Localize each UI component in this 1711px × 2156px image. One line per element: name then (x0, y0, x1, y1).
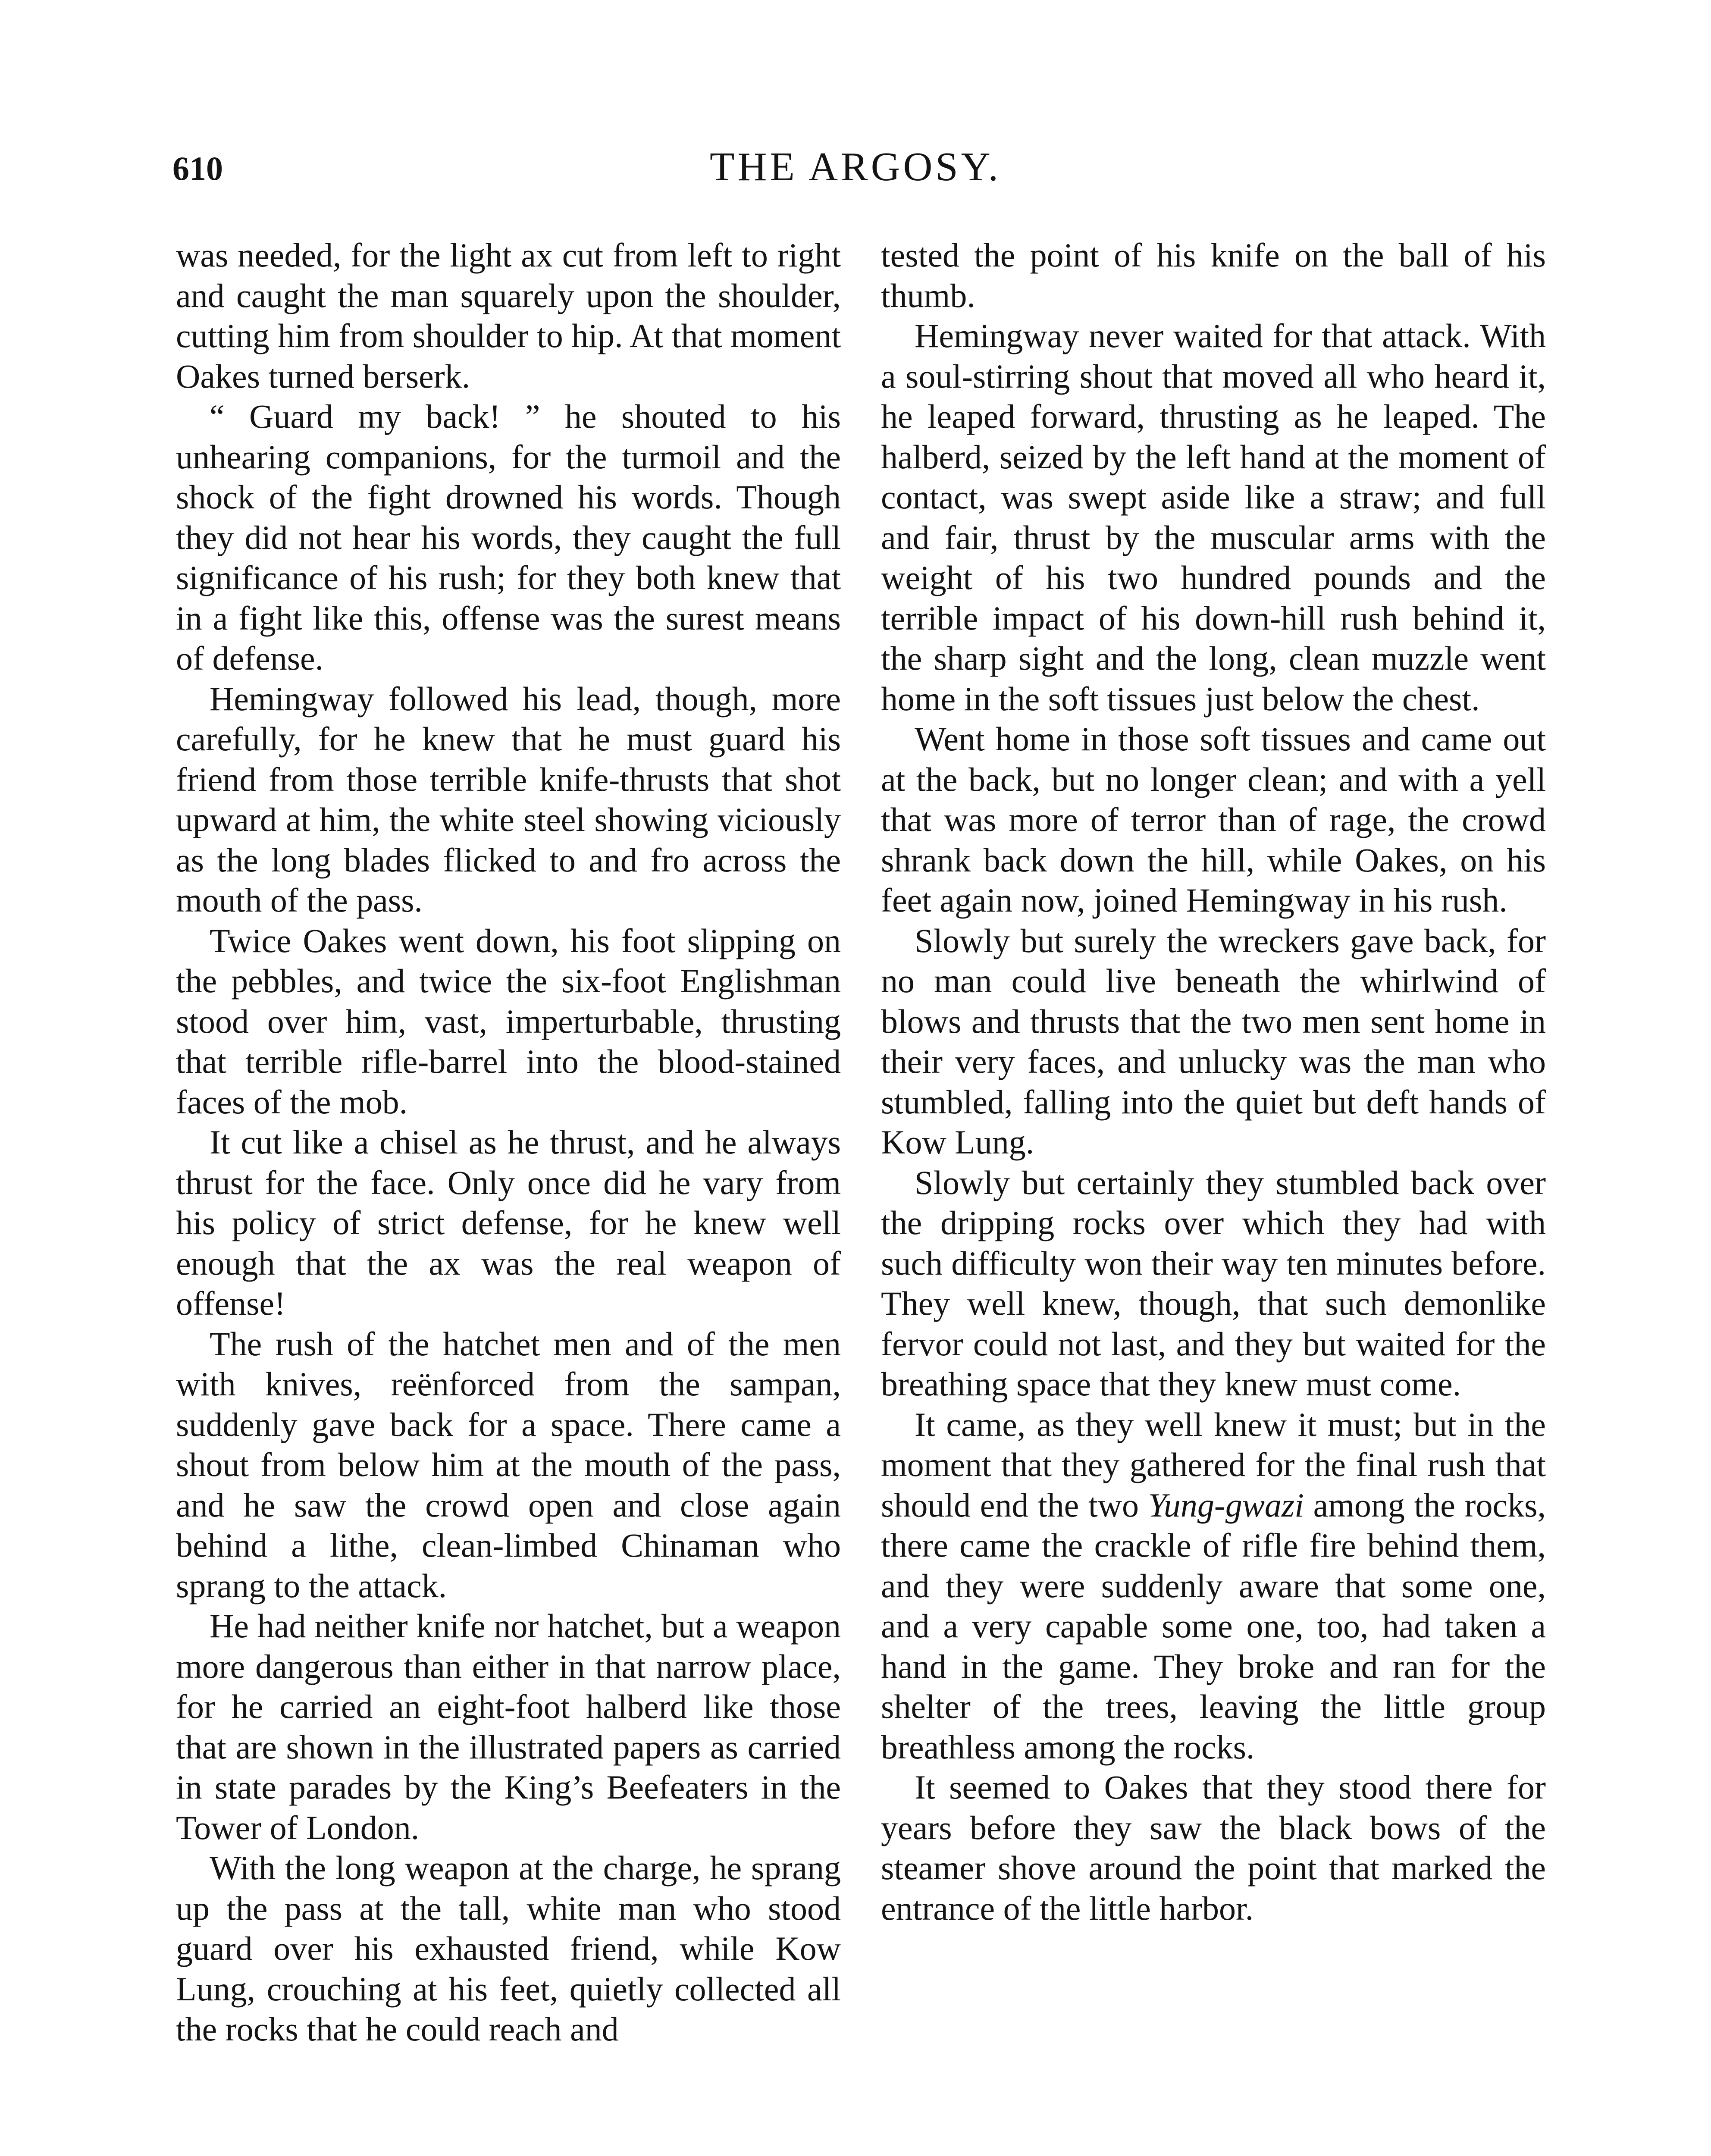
right-column (881, 235, 1546, 1928)
paragraph: Slowly but surely the wreckers gave back, for no man could live beneath the whirlwind of blows and thrusts that the two men sent home in their very faces, and unlucky was the man who stumbled, falling into the quiet but deft hands of Kow Lung. (881, 921, 1546, 1161)
running-head: THE ARGOSY. (710, 144, 1001, 189)
paragraph: He had neither knife nor hatchet, but a weapon more dangerous than either in that narrow place, for he carried an eight-foot halberd like those that are shown in the illustrated papers as carried in state parades by the King’s Beefeaters in the Tower of London. (176, 1607, 841, 1846)
paragraph: Twice Oakes went down, his foot slipping on the pebbles, and twice the six-foot Englishman stood over him, vast, imperturbable, thrusting that terrible rifle-barrel into the blood-stained faces of the mob. (176, 921, 841, 1121)
paragraph: was needed, for the light ax cut from left to right and caught the man squarely upon the shoulder, cutting him from shoulder to hip. At that moment Oakes turned berserk. (176, 236, 841, 395)
paragraph: It cut like a chisel as he thrust, and he always thrust for the face. Only once did he vary from his policy of strict defense, for he knew well enough that the ax was the real weapon of offense! (176, 1123, 841, 1322)
paragraph: tested the point of his knife on the ball of his thumb. (881, 236, 1546, 314)
paragraph: Hemingway followed his lead, though, more carefully, for he knew that he must guard his friend from those terrible knife-thrusts that shot upward at him, the white steel showing viciously as the long blades flicked to and fro across the mouth of the pass. (176, 680, 841, 919)
left-column (176, 235, 841, 2049)
paragraph: Went home in those soft tissues and came out at the back, but no longer clean; and with a yell that was more of terror than of rage, the crowd shrank back down the hill, while Oakes, on his feet again now, joined Hemingway in his rush. (881, 720, 1546, 919)
paragraph: With the long weapon at the charge, he sprang up the pass at the tall, white man who stood guard over his exhausted friend, while Kow Lung, crouching at his feet, quietly collected all the rocks that he could reach and (176, 1849, 841, 2048)
italic-term: Yung-gwazi (1148, 1486, 1304, 1524)
paragraph-text: It came, as they well knew it must; but in the moment that they gathered for the final rush that should end the two (881, 1405, 1546, 1524)
paragraph: Hemingway never waited for that attack. With a soul-stirring shout that moved all who heard it, he leaped forward, thrusting as he leaped. The halberd, seized by the left hand at the moment of contact, was swept aside like a straw; and full and fair, thrust by the muscular arms with the weight of his two hundred pounds and the terrible impact of his down-hill rush behind it, the sharp sight and the long, clean muzzle went home in the soft tissues just below the chest. (881, 317, 1546, 718)
paragraph (881, 1404, 1546, 1767)
paragraph: It seemed to Oakes that they stood there for years before they saw the black bows of the steamer shove around the point that marked the entrance of the little harbor. (881, 1768, 1546, 1927)
paragraph: Slowly but certainly they stumbled back over the dripping rocks over which they had with such difficulty won their way ten minutes before. They well knew, though, that such demonlike fervor could not last, and they but waited for the breathing space that they knew must come. (881, 1163, 1546, 1403)
page-number: 610 (172, 150, 223, 187)
paragraph-text: among the rocks, there came the crackle of rifle fire behind them, and they were suddenly aware that some one, and a very capable some one, too, had taken a hand in the game. They broke and ran for the shelter of the trees, leaving the little group breathless among the rocks. (881, 1486, 1546, 1766)
paragraph: “ Guard my back! ” he shouted to his unhearing companions, for the turmoil and the shock of the fight drowned his words. Though they did not hear his words, they caught the full significance of his rush; for they both knew that in a fight like this, offense was the surest means of defense. (176, 398, 841, 677)
paragraph: The rush of the hatchet men and of the men with knives, reënforced from the sampan, suddenly gave back for a space. There came a shout from below him at the mouth of the pass, and he saw the crowd open and close again behind a lithe, clean-limbed Chinaman who sprang to the attack. (176, 1325, 841, 1604)
